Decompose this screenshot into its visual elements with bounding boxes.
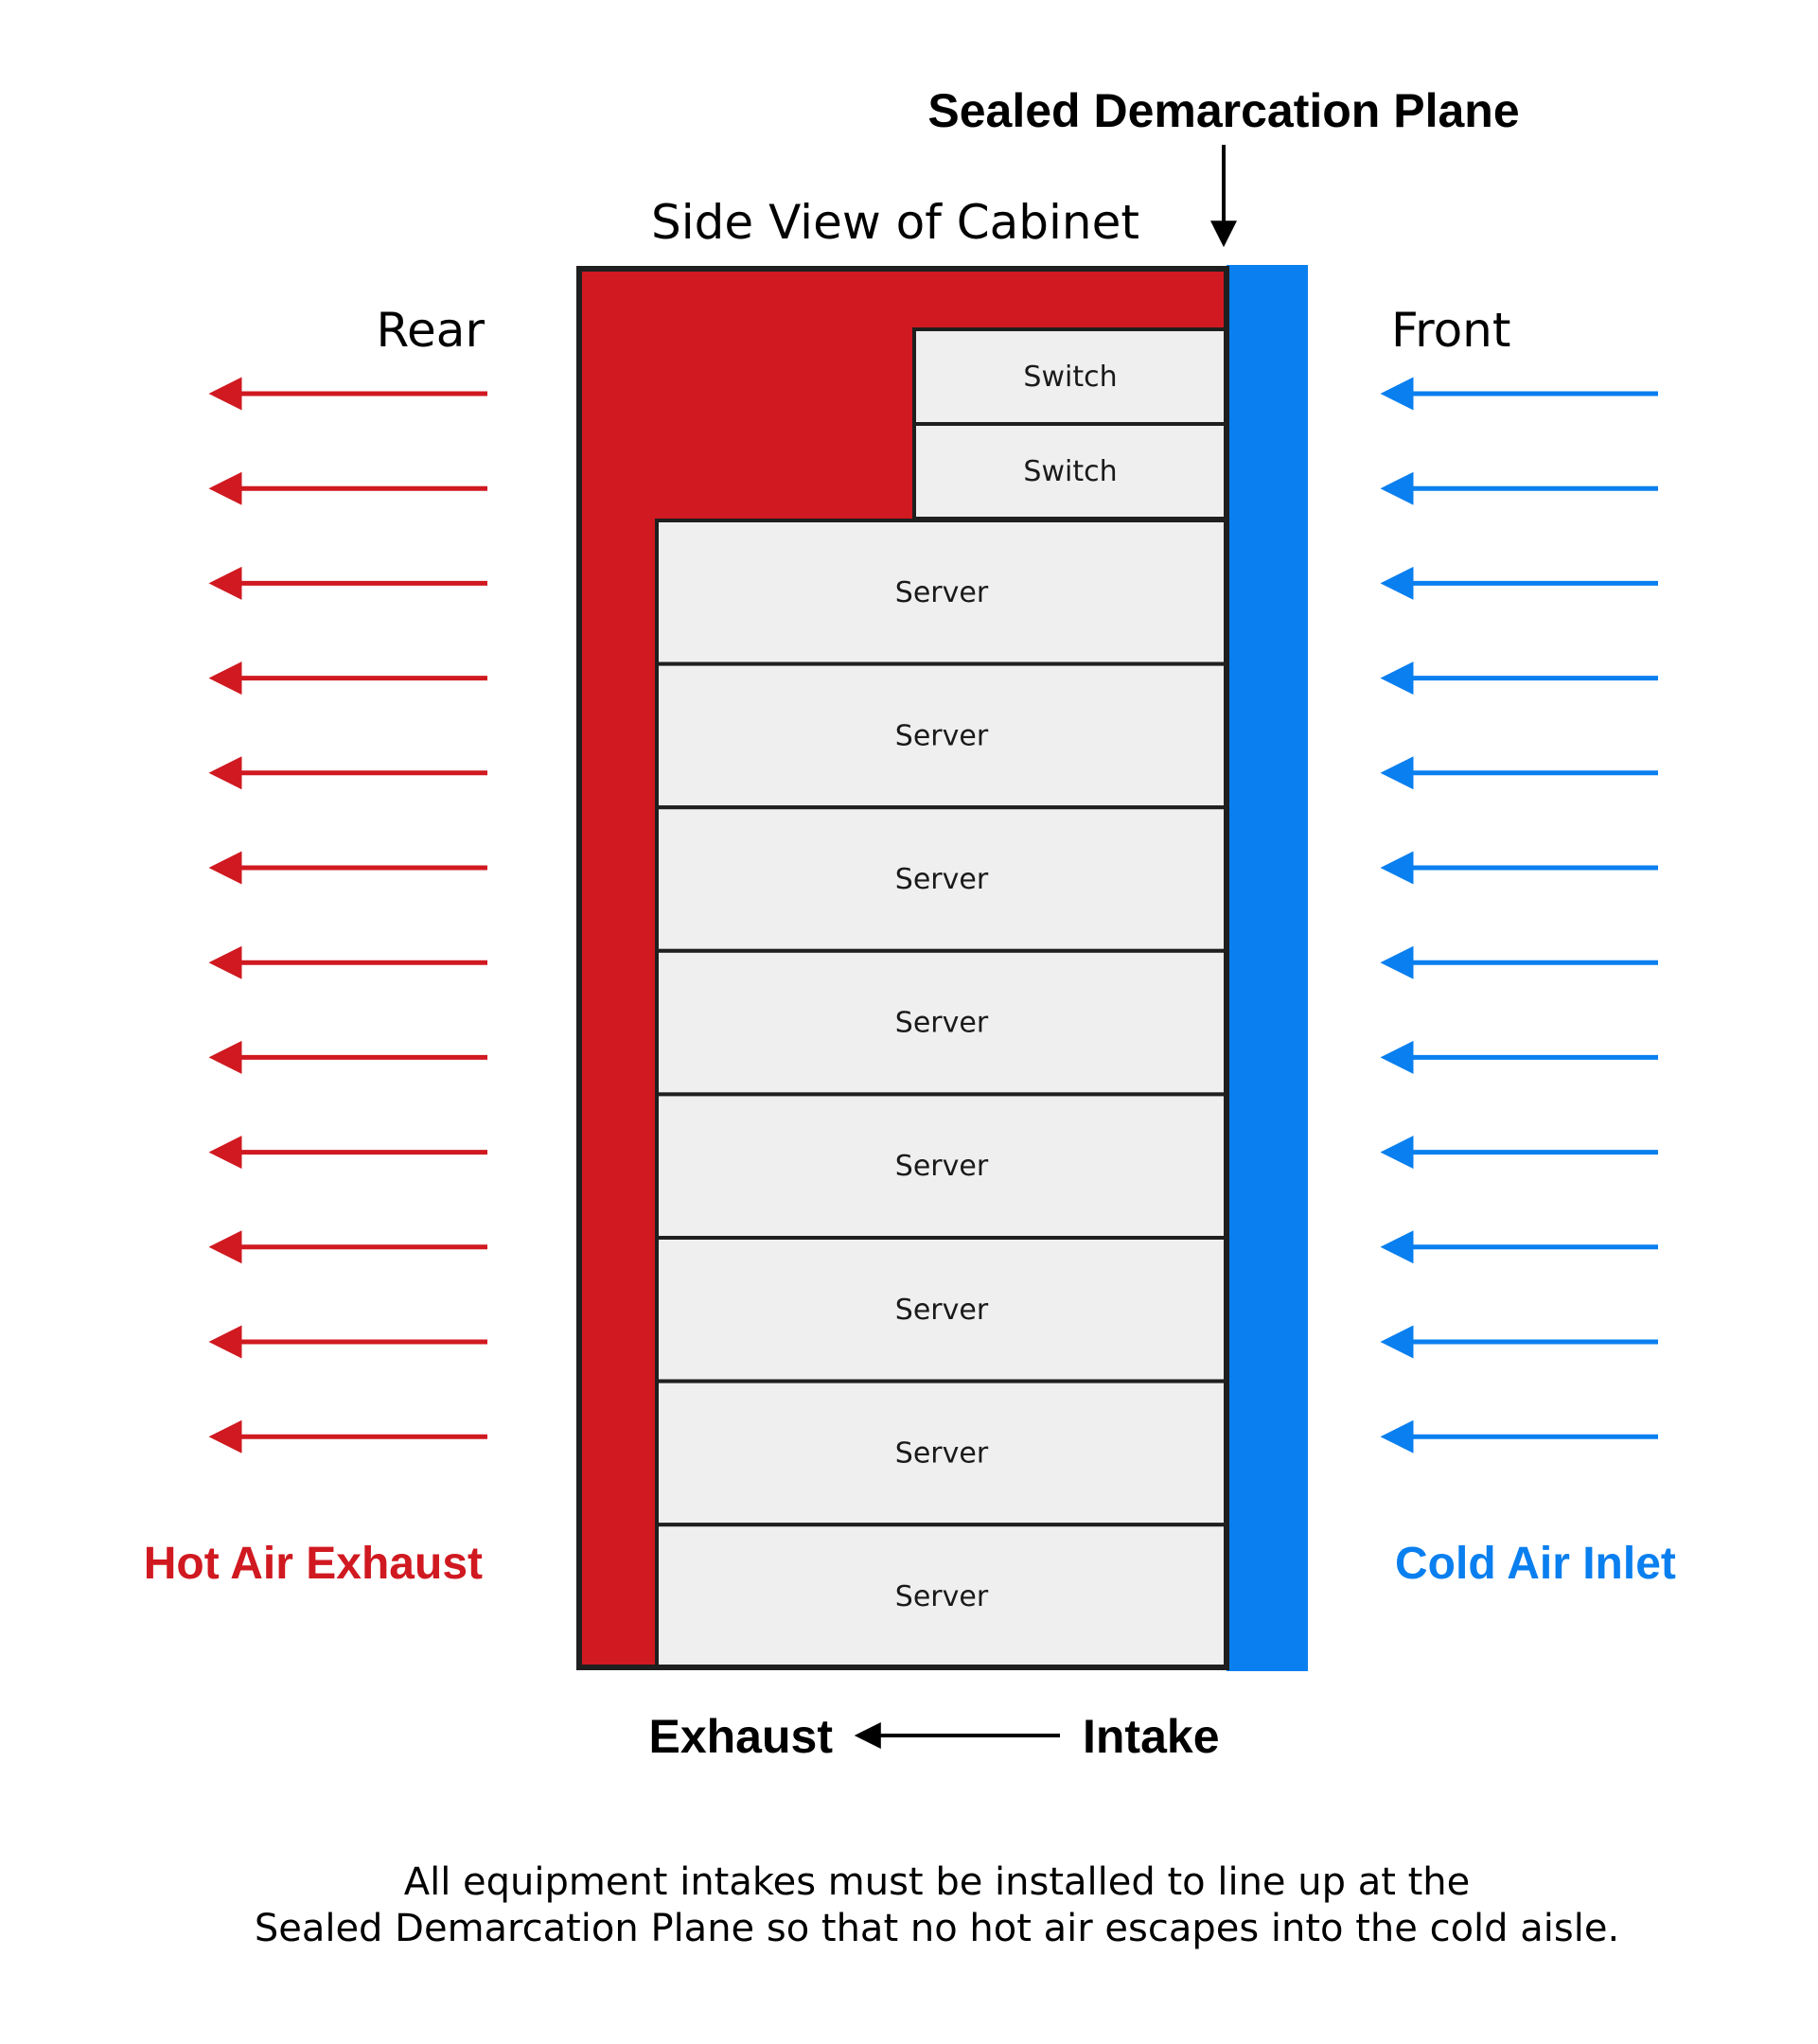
server-unit-label: Server <box>894 1436 989 1471</box>
server-unit <box>657 1238 1227 1382</box>
server-unit-label: Server <box>894 1006 989 1040</box>
note-line-1: All equipment intakes must be installed to line up at the <box>403 1860 1471 1904</box>
sealed-demarcation-plane <box>1227 265 1308 1671</box>
switch-unit <box>914 424 1227 519</box>
server-unit <box>657 807 1227 951</box>
switch-unit-label: Switch <box>1023 361 1118 394</box>
server-unit <box>657 1382 1227 1525</box>
server-unit-label: Server <box>894 863 989 896</box>
server-unit <box>657 1094 1227 1238</box>
server-unit <box>657 951 1227 1095</box>
intake-label: Intake <box>1083 1710 1220 1763</box>
server-unit-label: Server <box>894 575 989 609</box>
exhaust-label: Exhaust <box>648 1710 833 1763</box>
cabinet-title: Side View of Cabinet <box>651 195 1139 250</box>
switch-unit-label: Switch <box>1023 455 1118 488</box>
server-unit-label: Server <box>894 1293 989 1327</box>
server-unit <box>657 664 1227 808</box>
server-unit-label: Server <box>894 1150 989 1184</box>
server-unit-label: Server <box>894 719 989 753</box>
server-unit <box>657 1524 1227 1668</box>
server-unit-label: Server <box>894 1580 989 1613</box>
hot-air-exhaust-label: Hot Air Exhaust <box>143 1539 483 1589</box>
cabinet-equipment <box>657 329 1227 1668</box>
rear-label: Rear <box>376 303 485 358</box>
cold-air-arrows <box>1410 394 1658 1436</box>
front-label: Front <box>1391 303 1511 358</box>
cold-air-inlet-label: Cold Air Inlet <box>1395 1539 1676 1589</box>
switch-unit <box>914 329 1227 424</box>
server-unit <box>657 520 1227 664</box>
demarcation-title: Sealed Demarcation Plane <box>927 84 1520 137</box>
hot-air-arrows <box>238 394 487 1436</box>
note-line-2: Sealed Demarcation Plane so that no hot air escapes into the cold aisle. <box>254 1907 1620 1950</box>
